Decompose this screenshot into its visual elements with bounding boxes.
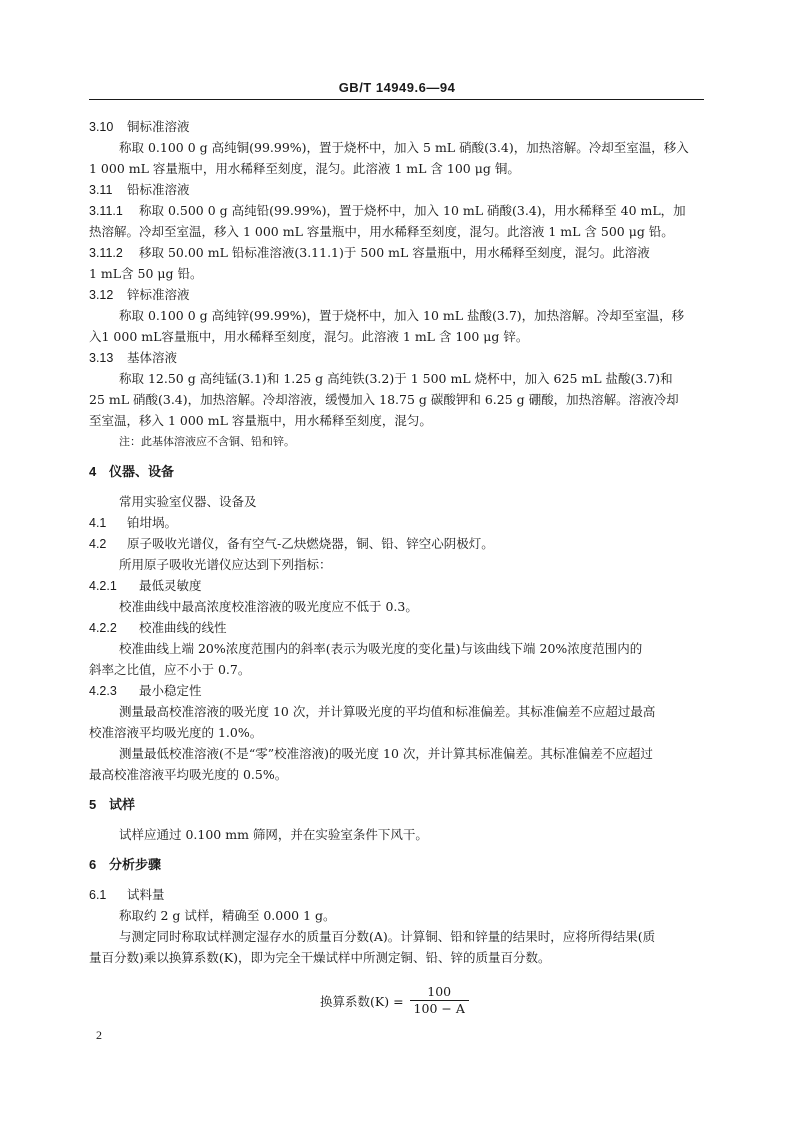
- section-3-11-1: [89, 200, 704, 221]
- section-6-heading: [89, 854, 704, 875]
- section-number: 3.10: [89, 120, 114, 134]
- paragraph-line: 校准曲线上端 20%浓度范围内的斜率(表示为吸光度的变化量)与该曲线下端 20%浓度范围内的: [119, 641, 643, 656]
- section-title: 铜标准溶液: [127, 119, 190, 134]
- section-number: 3.13: [89, 351, 114, 365]
- section-number: 3.11.1: [89, 204, 123, 218]
- section-number: 4.1: [89, 516, 107, 530]
- section-title: 铅标准溶液: [127, 182, 190, 197]
- formula-fraction: [410, 984, 469, 1017]
- section-4-1: [89, 512, 704, 533]
- section-6-1-heading: [89, 884, 704, 905]
- section-5-heading: [89, 794, 704, 815]
- formula-denominator: 100 − A: [410, 1000, 469, 1017]
- paragraph-line: 25 mL 硝酸(3.4)，加热溶解。冷却溶液，缓慢加入 18.75 g 碳酸钾和 6.25 g 硼酸，加热溶解。溶液冷却: [89, 392, 679, 407]
- paragraph-line: 至室温，移入 1 000 mL 容量瓶中，用水稀释至刻度，混匀。: [89, 413, 432, 428]
- paragraph-line: 校准曲线中最高浓度校准溶液的吸光度应不低于 0.3。: [119, 599, 418, 614]
- paragraph-line: 与测定同时称取试样测定湿存水的质量百分数(A)。计算铜、铅和锌量的结果时，应将所得结果(质: [119, 929, 656, 944]
- paragraph-line: 原子吸收光谱仪，备有空气-乙炔燃烧器，铜、铅、锌空心阴极灯。: [127, 536, 494, 551]
- section-number: 3.11: [89, 183, 113, 197]
- formula-numerator: 100: [427, 984, 452, 999]
- document-body: [89, 116, 704, 968]
- paragraph-line: 校准溶液平均吸光度的 1.0%。: [89, 725, 263, 740]
- section-number: 4.2.3: [89, 684, 117, 698]
- section-title: 仪器、设备: [109, 465, 175, 480]
- paragraph-line: 最高校准溶液平均吸光度的 0.5%。: [89, 767, 288, 782]
- section-3-10-heading: [89, 116, 704, 137]
- section-number: 4: [89, 464, 97, 479]
- section-title: 试料量: [127, 887, 165, 902]
- section-3-13-heading: [89, 347, 704, 368]
- section-title: 锌标准溶液: [127, 287, 190, 302]
- paragraph-line: 斜率之比值，应不小于 0.7。: [89, 662, 251, 677]
- section-4-2-3-heading: [89, 680, 704, 701]
- section-number: 4.2.2: [89, 621, 117, 635]
- section-3-11-2: [89, 242, 704, 263]
- section-number: 6: [89, 857, 97, 872]
- paragraph-line: 称取约 2 g 试样，精确至 0.000 1 g。: [119, 908, 336, 923]
- paragraph-line: 测量最高校准溶液的吸光度 10 次，并计算吸光度的平均值和标准偏差。其标准偏差不应超过最高: [119, 704, 656, 719]
- paragraph-line: 称取 0.100 0 g 高纯铜(99.99%)，置于烧杯中，加入 5 mL 硝酸(3.4)，加热溶解。冷却至室温，移入: [119, 140, 689, 155]
- paragraph-line: 试样应通过 0.100 mm 筛网，并在实验室条件下风干。: [119, 827, 428, 842]
- section-title: 分析步骤: [109, 858, 162, 873]
- section-number: 5: [89, 797, 97, 812]
- header-rule: [89, 99, 704, 100]
- paragraph-line: 1 mL含 50 μg 铅。: [89, 266, 203, 281]
- formula-lhs: 换算系数(K) =: [320, 993, 404, 1009]
- paragraph-line: 热溶解。冷却至室温，移入 1 000 mL 容量瓶中，用水稀释至刻度，混匀。此溶液 1 mL 含 500 μg 铅。: [89, 224, 674, 239]
- paragraph-line: 测量最低校准溶液(不是“零”校准溶液)的吸光度 10 次，并计算其标准偏差。其标准偏差不应超过: [119, 746, 653, 761]
- paragraph-line: 称取 0.100 0 g 高纯锌(99.99%)，置于烧杯中，加入 10 mL 盐酸(3.7)，加热溶解。冷却至室温，移: [119, 308, 685, 323]
- section-title: 最低灵敏度: [139, 578, 202, 593]
- section-3-12-heading: [89, 284, 704, 305]
- section-number: 3.11.2: [89, 246, 123, 260]
- section-4-2-1-heading: [89, 575, 704, 596]
- page-number: 2: [96, 1028, 102, 1042]
- conversion-factor-formula: [320, 984, 469, 1017]
- paragraph-line: 称取 0.500 0 g 高纯铅(99.99%)，置于烧杯中，加入 10 mL 硝酸(3.4)，用水稀释至 40 mL，加: [139, 203, 686, 218]
- paragraph-line: 1 000 mL 容量瓶中，用水稀释至刻度，混匀。此溶液 1 mL 含 100 μg 铜。: [89, 161, 520, 176]
- section-3-11-heading: [89, 179, 704, 200]
- section-title: 基体溶液: [127, 350, 178, 365]
- section-4-2: [89, 533, 704, 554]
- paragraph-line: 移取 50.00 mL 铅标准溶液(3.11.1)于 500 mL 容量瓶中，用水稀释至刻度，混匀。此溶液: [139, 245, 650, 260]
- paragraph-line: 铂坩埚。: [127, 515, 178, 530]
- paragraph-line: 所用原子吸收光谱仪应达到下列指标：: [119, 557, 332, 572]
- section-4-2-2-heading: [89, 617, 704, 638]
- section-title: 校准曲线的线性: [139, 620, 227, 635]
- paragraph-line: 量百分数)乘以换算系数(K)，即为完全干燥试样中所测定铜、铅、锌的质量百分数。: [89, 950, 551, 965]
- section-number: 4.2: [89, 537, 107, 551]
- paragraph-line: 常用实验室仪器、设备及: [119, 494, 257, 509]
- section-4-heading: [89, 461, 704, 482]
- paragraph-line: 称取 12.50 g 高纯锰(3.1)和 1.25 g 高纯铁(3.2)于 1 500 mL 烧杯中，加入 625 mL 盐酸(3.7)和: [119, 371, 673, 386]
- note: 注：此基体溶液应不含铜、铅和锌。: [119, 435, 295, 448]
- section-title: 最小稳定性: [139, 683, 202, 698]
- section-number: 4.2.1: [89, 579, 117, 593]
- standard-code-header: GB/T 14949.6—94: [338, 80, 456, 95]
- section-number: 3.12: [89, 288, 114, 302]
- section-title: 试样: [109, 798, 136, 813]
- paragraph-line: 入1 000 mL容量瓶中，用水稀释至刻度，混匀。此溶液 1 mL 含 100 μg 锌。: [89, 329, 529, 344]
- section-number: 6.1: [89, 888, 107, 902]
